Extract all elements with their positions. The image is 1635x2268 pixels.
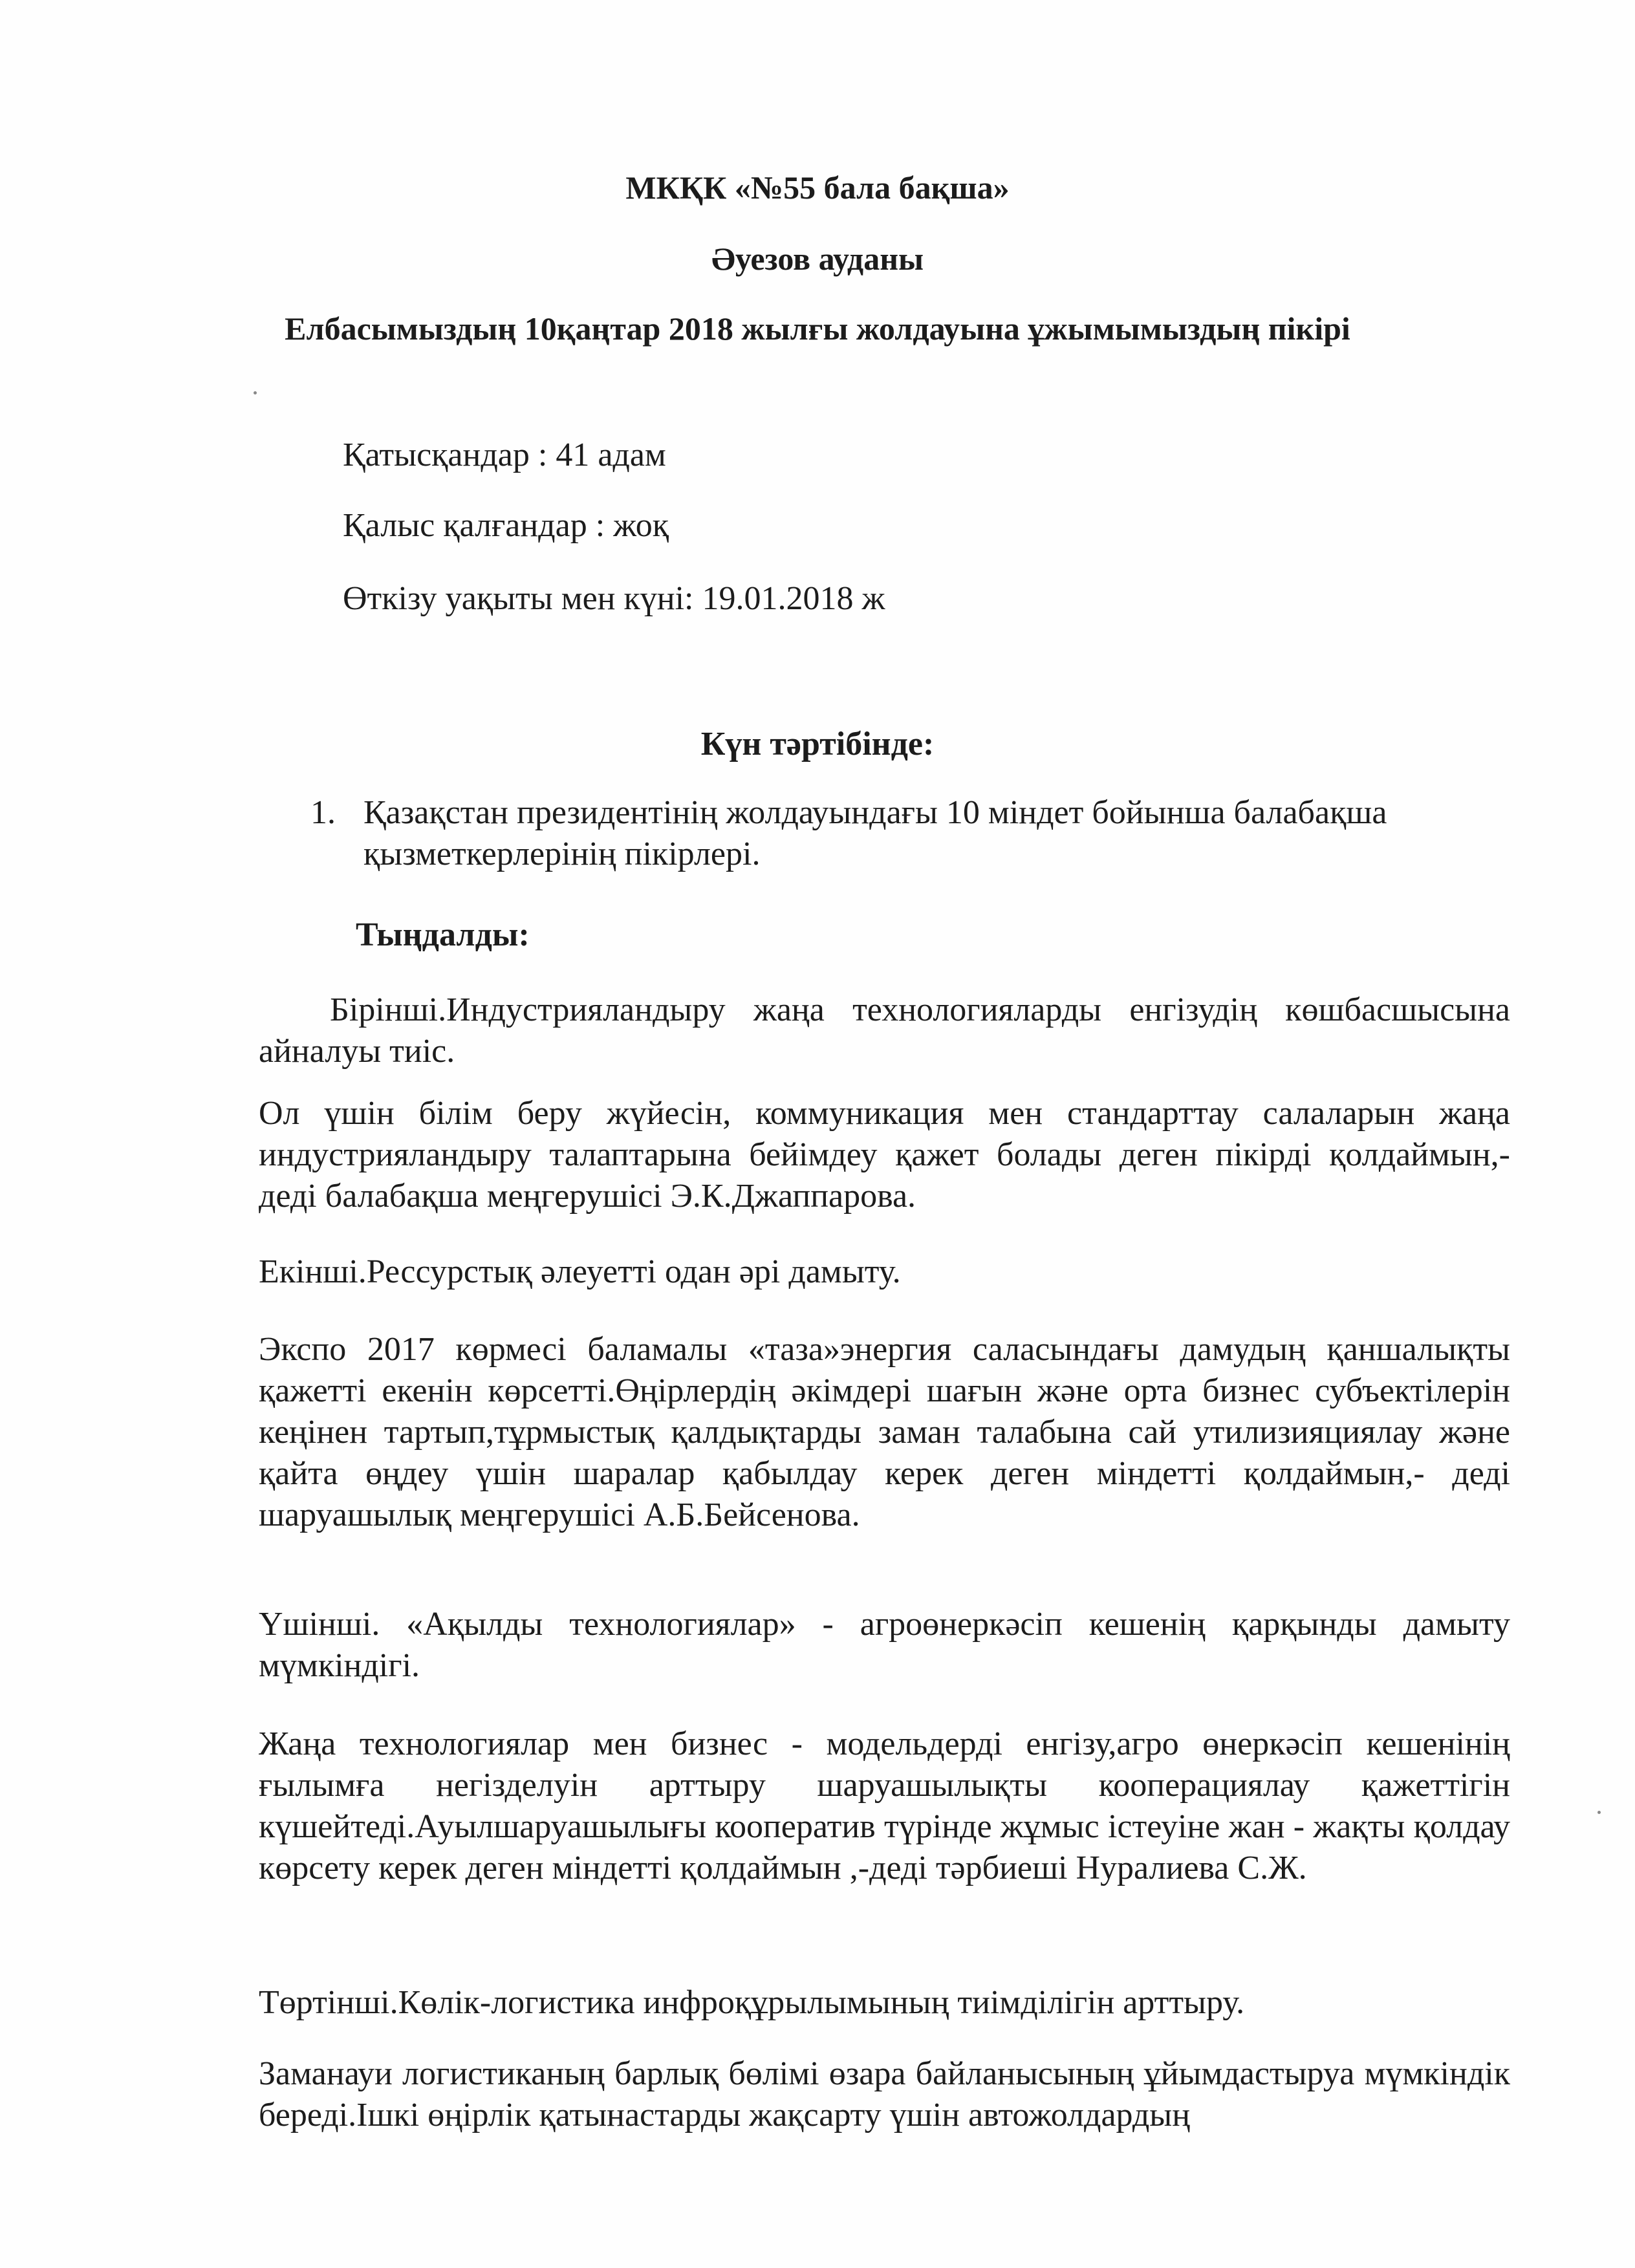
paragraph-third-task: Үшінші. «Ақылды технологиялар» - агроөнеркәсіп кешенің қарқынды дамыту мүмкіндігі. <box>259 1606 1510 1684</box>
scan-speck <box>254 391 257 394</box>
datetime-line: Өткізу уақыты мен күні: 19.01.2018 ж <box>343 580 885 617</box>
organization-title: МКҚК «№55 бала бақша» <box>625 169 1010 206</box>
agenda-item-number: 1. <box>310 794 336 831</box>
heard-heading: Тыңдалды: <box>356 916 530 953</box>
paragraph-second-task: Екінші.Рессурстық әлеуетті одан әрі дамыту. <box>259 1253 901 1290</box>
district-title: Әуезов ауданы <box>711 241 924 277</box>
document-subject: Елбасымыздың 10қаңтар 2018 жылғы жолдауына ұжымымыздың пікірі <box>285 310 1350 347</box>
paragraph-first-opinion: Ол үшін білім беру жүйесін, коммуникация мен стандарттау салаларын жаңа индустрияландыру талаптарына бейімдеу қажет болады деген пікірді қолдаймын,- деді балабақша меңгерушісі Э.К.Джаппарова. <box>259 1095 1510 1215</box>
paragraph-second-opinion: Экспо 2017 көрмесі баламалы «таза»энергия саласындағы дамудың қаншалықты қажетті екенін көрсетті.Өңірлердің әкімдері шағын және орта бизнес субъектілерін кеңінен тартып,тұрмыстық қалдықтарды заман талабына сай утилизияциялау және қайта өңдеу үшін шаралар қабылдау керек деген міндетті қолдаймын,- деді шаруашылық меңгерушісі А.Б.Бейсенова. <box>259 1331 1510 1533</box>
agenda-title: Күн тәртібінде: <box>700 726 935 762</box>
agenda-item <box>310 792 1513 875</box>
scan-speck <box>1597 1811 1601 1814</box>
participants-line: Қатысқандар : 41 адам <box>343 437 666 473</box>
paragraph-first-task: Бірінші.Индустрияландыру жаңа технологияларды енгізудің көшбасшысына айналуы тиіс. <box>259 991 1510 1070</box>
paragraph-third-opinion: Жаңа технологиялар мен бизнес - модельдерді енгізу,агро өнеркәсіп кешенінің ғылымға негізделуін арттыру шаруашылықты кооперациялау қажеттігін күшейтеді.Ауылшаруашылығы кооператив түрінде жұмыс істеуіне жан - жақты қолдау көрсету керек деген міндетті қолдаймын ,-деді тәрбиеші Нуралиева С.Ж. <box>259 1725 1510 1886</box>
agenda-item-text: Қазақстан президентінің жолдауындағы 10 міндет бойынша балабақша қызметкерлерінің пікірлері. <box>363 794 1387 872</box>
absent-line: Қалыс қалғандар : жоқ <box>343 507 669 544</box>
paragraph-fourth-opinion: Заманауи логистиканың барлық бөлімі өзара байланысының ұйымдастыруа мүмкіндік береді.Ішкі өңірлік қатынастарды жақсарту үшін автожолдардың <box>259 2055 1510 2133</box>
paragraph-fourth-task: Төртінші.Көлік-логистика инфроқұрылымының тиімділігін арттыру. <box>259 1984 1245 2021</box>
